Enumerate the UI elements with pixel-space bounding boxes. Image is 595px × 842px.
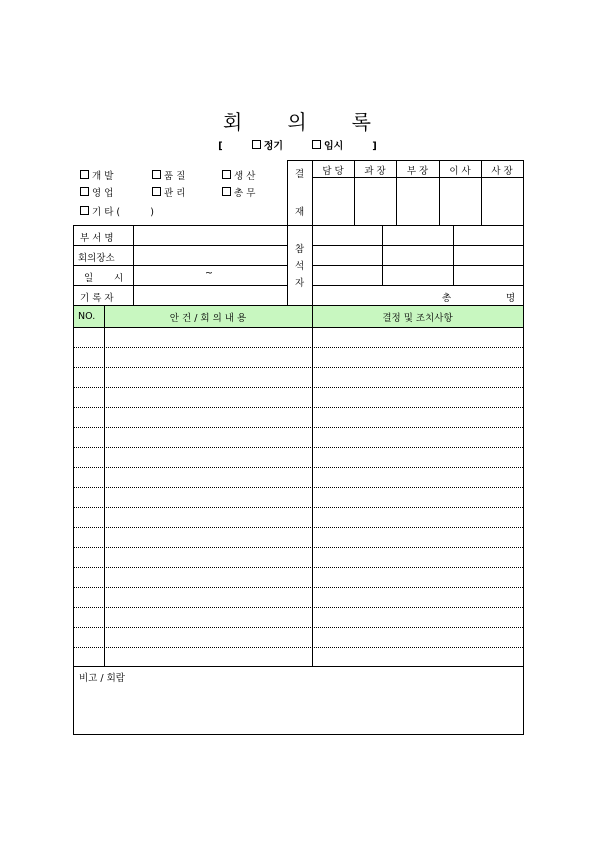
approval-col-director: 이 사 (449, 166, 471, 177)
approval-label-bottom: 재 (295, 207, 305, 218)
table-left-border (73, 225, 74, 735)
other-checkbox[interactable] (80, 206, 89, 215)
minutes-row-line (74, 407, 523, 408)
approval-sign-section-chief[interactable] (355, 178, 395, 225)
attendee-label-right-border (312, 225, 313, 305)
regular-checkbox[interactable] (252, 140, 261, 149)
minutes-row-line (74, 507, 523, 508)
attendee-col-divider-1 (382, 225, 383, 285)
sales-label: 영 업 (92, 188, 114, 199)
department-field[interactable] (134, 226, 286, 244)
department-label: 부 서 명 (80, 233, 114, 244)
recorder-label: 기 록 자 (80, 293, 114, 304)
category-production[interactable] (222, 168, 255, 182)
attendee-col-divider-2 (453, 225, 454, 285)
page-title (0, 106, 595, 135)
approval-sign-dept-head[interactable] (397, 178, 438, 225)
other-label: 기 타 ( ) (92, 207, 155, 218)
meeting-place-label: 회의장소 (78, 253, 115, 264)
title-char-2: 의 (287, 110, 308, 134)
minutes-row-line (74, 467, 523, 468)
development-checkbox[interactable] (80, 170, 89, 179)
minutes-no-header: NO. (78, 311, 96, 322)
regular-label: 정기 (263, 141, 284, 152)
approval-label-top: 결 (295, 169, 305, 180)
attendee-row-divider-3 (312, 285, 523, 286)
datetime-label-a: 일 (84, 273, 94, 284)
bracket-open: [ (218, 141, 223, 152)
minutes-decision-header: 결정 및 조치사항 (382, 313, 453, 324)
general-affairs-label: 총 무 (234, 188, 256, 199)
quality-checkbox[interactable] (152, 170, 161, 179)
minutes-row-line (74, 367, 523, 368)
attendee-label-3: 자 (295, 278, 305, 289)
approval-top-border (287, 160, 523, 161)
attendee-row-divider-1 (312, 245, 523, 246)
attendee-label-1: 참 (295, 244, 305, 255)
minutes-row-line (74, 487, 523, 488)
title-char-1: 회 (223, 110, 244, 134)
minutes-content-divider (312, 305, 313, 666)
datetime-value: ~ (205, 268, 213, 279)
minutes-no-divider (104, 305, 105, 666)
minutes-row-line (74, 627, 523, 628)
temporary-checkbox[interactable] (312, 140, 321, 149)
category-sales[interactable] (80, 185, 113, 199)
meeting-type (0, 137, 595, 152)
approval-sign-president[interactable] (482, 178, 522, 225)
minutes-header-bottom-border (73, 327, 523, 328)
minutes-row-line (74, 567, 523, 568)
minutes-header-top-border (73, 305, 523, 306)
approval-col-president: 사 장 (491, 166, 513, 177)
bracket-close: ] (372, 141, 377, 152)
approval-left-border (287, 160, 288, 226)
minutes-row-line (74, 387, 523, 388)
management-checkbox[interactable] (152, 187, 161, 196)
attendee-label-left-border (287, 225, 288, 305)
datetime-label-b: 시 (114, 273, 124, 284)
attendee-row-divider-2 (312, 265, 523, 266)
approval-col-dept-head: 부 장 (406, 166, 429, 177)
production-checkbox[interactable] (222, 170, 231, 179)
category-development[interactable] (80, 168, 113, 182)
table-right-border (523, 225, 524, 735)
category-general-affairs[interactable] (222, 185, 255, 199)
category-management[interactable] (152, 185, 185, 199)
sales-checkbox[interactable] (80, 187, 89, 196)
minutes-row-line (74, 647, 523, 648)
recorder-field[interactable] (134, 286, 286, 304)
approval-col-section-chief: 과 장 (364, 166, 386, 177)
remarks-top-border (73, 666, 523, 667)
datetime-field[interactable] (134, 266, 286, 284)
minutes-row-line (74, 347, 523, 348)
quality-label: 품 질 (164, 171, 186, 182)
remarks-field[interactable] (74, 684, 523, 734)
approval-col-staff: 담 당 (322, 166, 344, 177)
minutes-row-line (74, 547, 523, 548)
minutes-agenda-header: 안 건 / 회 의 내 용 (169, 313, 247, 324)
approval-sign-staff[interactable] (313, 178, 353, 225)
management-label: 관 리 (164, 188, 186, 199)
minutes-row-line (74, 587, 523, 588)
title-char-3: 록 (351, 110, 372, 134)
temporary-label: 임시 (323, 141, 344, 152)
attendee-total-unit: 명 (506, 293, 516, 304)
meeting-place-field[interactable] (134, 246, 286, 264)
attendee-label-2: 석 (295, 261, 305, 272)
category-quality[interactable] (152, 168, 185, 182)
approval-right-border (523, 160, 524, 226)
development-label: 개 발 (92, 171, 114, 182)
minutes-row-line (74, 527, 523, 528)
minutes-row-line (74, 427, 523, 428)
attendee-total-label: 총 (442, 293, 452, 304)
production-label: 생 산 (234, 171, 256, 182)
approval-sign-director[interactable] (440, 178, 480, 225)
remarks-label: 비고 / 회람 (79, 673, 125, 684)
category-other[interactable] (80, 204, 154, 218)
minutes-row-line (74, 607, 523, 608)
general-affairs-checkbox[interactable] (222, 187, 231, 196)
minutes-row-line (74, 447, 523, 448)
table-bottom-border (73, 734, 524, 735)
